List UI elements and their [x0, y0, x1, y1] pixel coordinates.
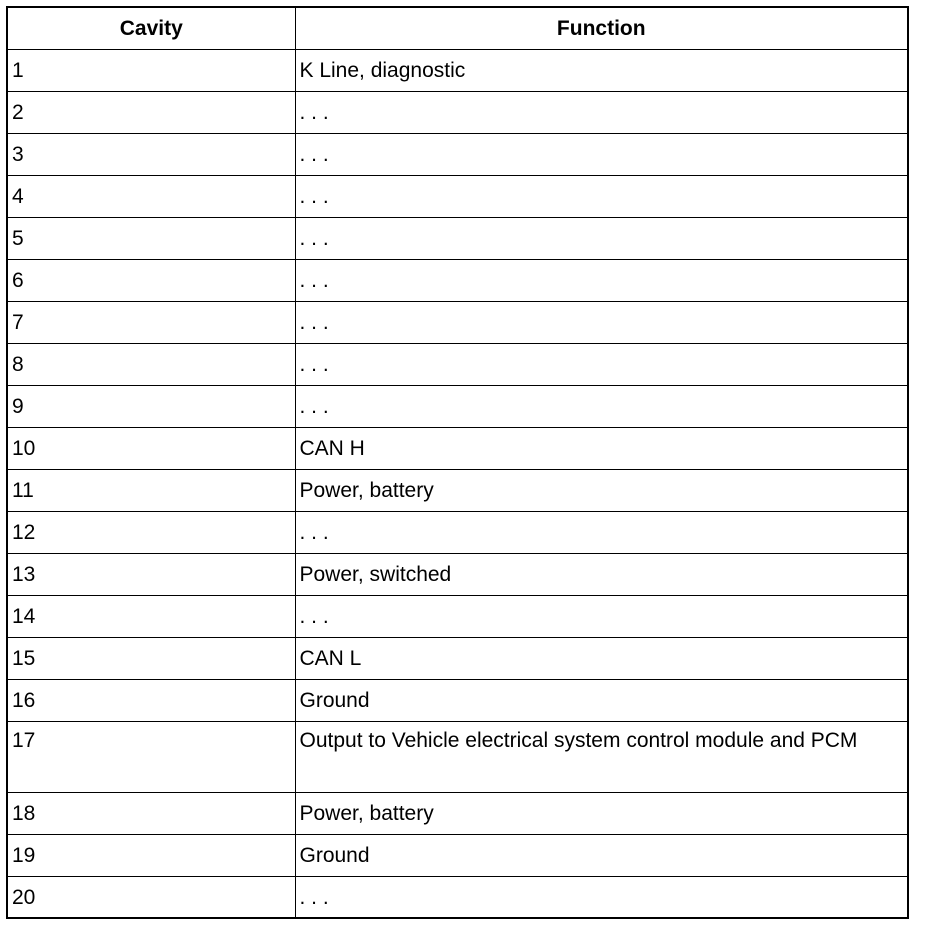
function-cell: Power, battery: [295, 469, 908, 511]
table-row: [7, 469, 908, 511]
table-row: [7, 427, 908, 469]
table-row: [7, 876, 908, 918]
function-cell: . . .: [295, 876, 908, 918]
function-cell: Output to Vehicle electrical system control module and PCM: [295, 721, 908, 792]
cavity-cell: 19: [7, 834, 295, 876]
cavity-cell: 12: [7, 511, 295, 553]
table-row: [7, 133, 908, 175]
function-cell: . . .: [295, 301, 908, 343]
function-cell: . . .: [295, 511, 908, 553]
column-header-function: Function: [295, 7, 908, 49]
function-cell: Power, battery: [295, 792, 908, 834]
function-cell: . . .: [295, 175, 908, 217]
table-row: [7, 679, 908, 721]
function-cell: . . .: [295, 595, 908, 637]
table-row: [7, 175, 908, 217]
function-cell: . . .: [295, 133, 908, 175]
function-cell: . . .: [295, 217, 908, 259]
table-row: [7, 49, 908, 91]
cavity-cell: 11: [7, 469, 295, 511]
cavity-cell: 10: [7, 427, 295, 469]
cavity-cell: 13: [7, 553, 295, 595]
table-row: [7, 301, 908, 343]
function-cell: CAN H: [295, 427, 908, 469]
cavity-cell: 5: [7, 217, 295, 259]
table-row: [7, 721, 908, 792]
table-row: [7, 792, 908, 834]
function-cell: . . .: [295, 385, 908, 427]
cavity-cell: 8: [7, 343, 295, 385]
function-cell: CAN L: [295, 637, 908, 679]
function-cell: Ground: [295, 834, 908, 876]
function-cell: . . .: [295, 343, 908, 385]
table-row: [7, 511, 908, 553]
column-header-cavity: Cavity: [7, 7, 295, 49]
cavity-cell: 15: [7, 637, 295, 679]
function-cell: K Line, diagnostic: [295, 49, 908, 91]
cavity-cell: 20: [7, 876, 295, 918]
cavity-cell: 14: [7, 595, 295, 637]
function-cell: . . .: [295, 91, 908, 133]
cavity-cell: 4: [7, 175, 295, 217]
table-header-row: [7, 7, 908, 49]
cavity-cell: 7: [7, 301, 295, 343]
cavity-cell: 18: [7, 792, 295, 834]
table-row: [7, 343, 908, 385]
table-row: [7, 637, 908, 679]
cavity-cell: 16: [7, 679, 295, 721]
connector-pinout-table: [6, 6, 909, 919]
table-row: [7, 834, 908, 876]
table-row: [7, 91, 908, 133]
table-row: [7, 217, 908, 259]
cavity-cell: 3: [7, 133, 295, 175]
cavity-cell: 17: [7, 721, 295, 792]
function-cell: . . .: [295, 259, 908, 301]
table-row: [7, 553, 908, 595]
table-row: [7, 385, 908, 427]
table-row: [7, 259, 908, 301]
function-cell: Ground: [295, 679, 908, 721]
table-row: [7, 595, 908, 637]
cavity-cell: 9: [7, 385, 295, 427]
cavity-cell: 2: [7, 91, 295, 133]
cavity-cell: 1: [7, 49, 295, 91]
function-cell: Power, switched: [295, 553, 908, 595]
cavity-cell: 6: [7, 259, 295, 301]
